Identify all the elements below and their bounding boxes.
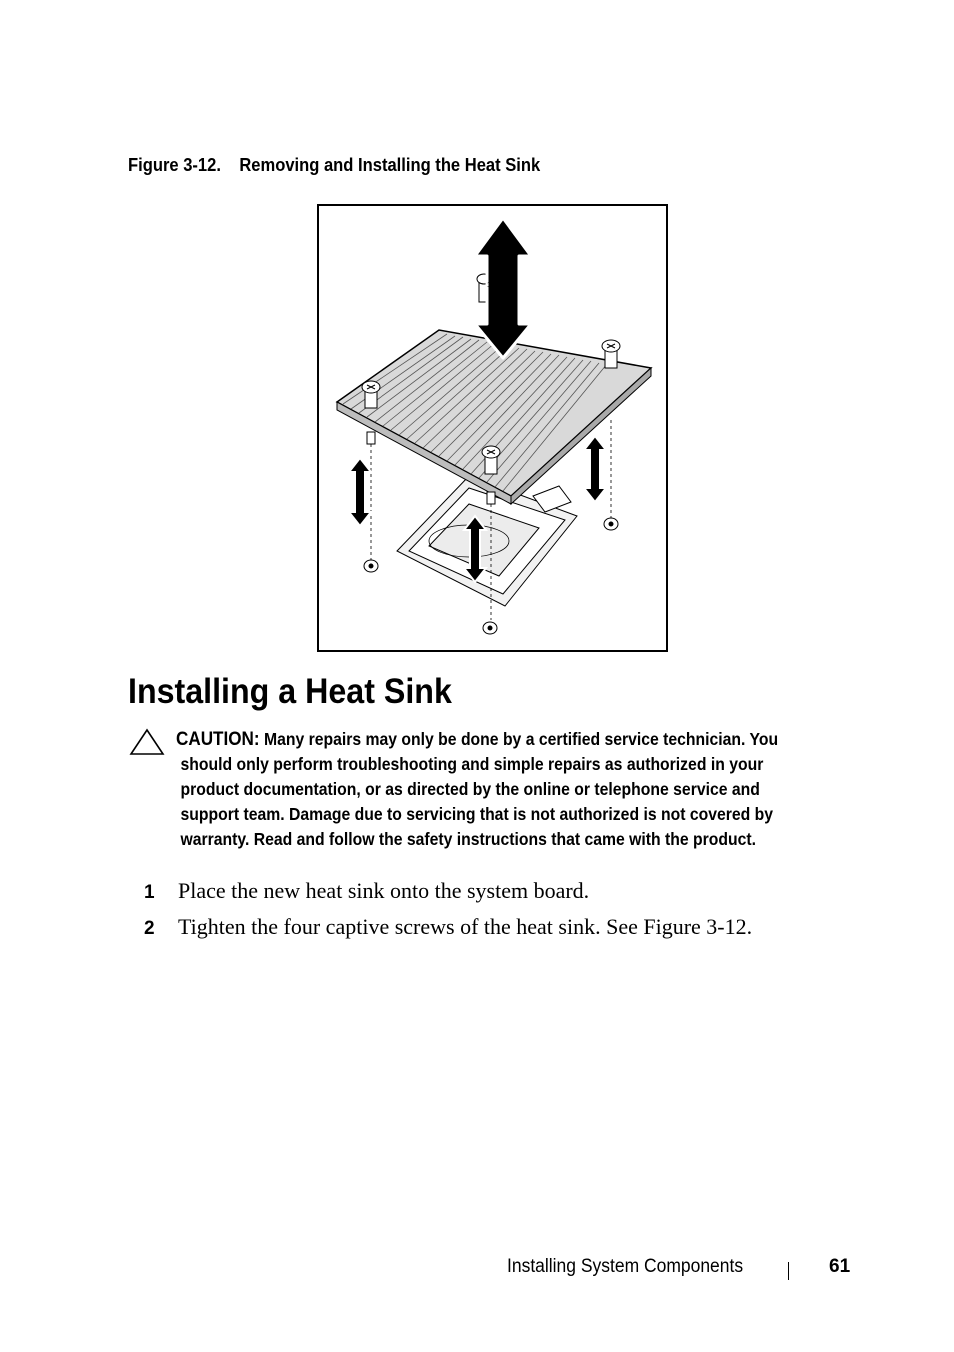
vertical-double-arrow-icon (584, 436, 606, 502)
heat-sink-illustration (317, 204, 668, 652)
caution-text-line: warranty. Read and follow the safety instructions that came with the product. (180, 829, 757, 849)
section-title: Installing a Heat Sink (128, 672, 452, 711)
step-number: 2 (144, 918, 155, 939)
page-number: 61 (829, 1256, 851, 1277)
figure-title: Removing and Installing the Heat Sink (239, 155, 541, 175)
figure-caption (128, 155, 540, 176)
footer-divider (788, 1262, 789, 1280)
step-text: Place the new heat sink onto the system board. (178, 878, 590, 903)
footer-section-title: Installing System Components (507, 1256, 744, 1277)
captive-screw-icon (482, 446, 500, 474)
heat-sink (337, 330, 651, 504)
heat-sink-diagram (319, 206, 666, 650)
caution-label: CAUTION: (176, 729, 260, 750)
captive-screw-icon (362, 381, 380, 408)
caution-text-line: should only perform troubleshooting and simple repairs as authorized in your (180, 754, 764, 774)
callout-label: 1 (487, 282, 491, 289)
caution-text-line: Many repairs may only be done by a certified service technician. You (263, 729, 779, 749)
vertical-double-arrow-icon (349, 458, 371, 526)
caution-triangle-icon (129, 728, 165, 761)
figure-number: Figure 3-12. (128, 155, 221, 175)
caution-notice (176, 727, 896, 852)
caution-text-line: product documentation, or as directed by the online or telephone service and (180, 779, 760, 799)
caution-text-line: support team. Damage due to servicing that is not authorized is not covered by (180, 804, 773, 824)
captive-screw-icon (602, 340, 620, 368)
step-number: 1 (144, 882, 155, 903)
step-item (144, 878, 589, 904)
step-item (144, 914, 752, 940)
step-text: Tighten the four captive screws of the heat sink. See Figure 3-12. (178, 914, 753, 939)
